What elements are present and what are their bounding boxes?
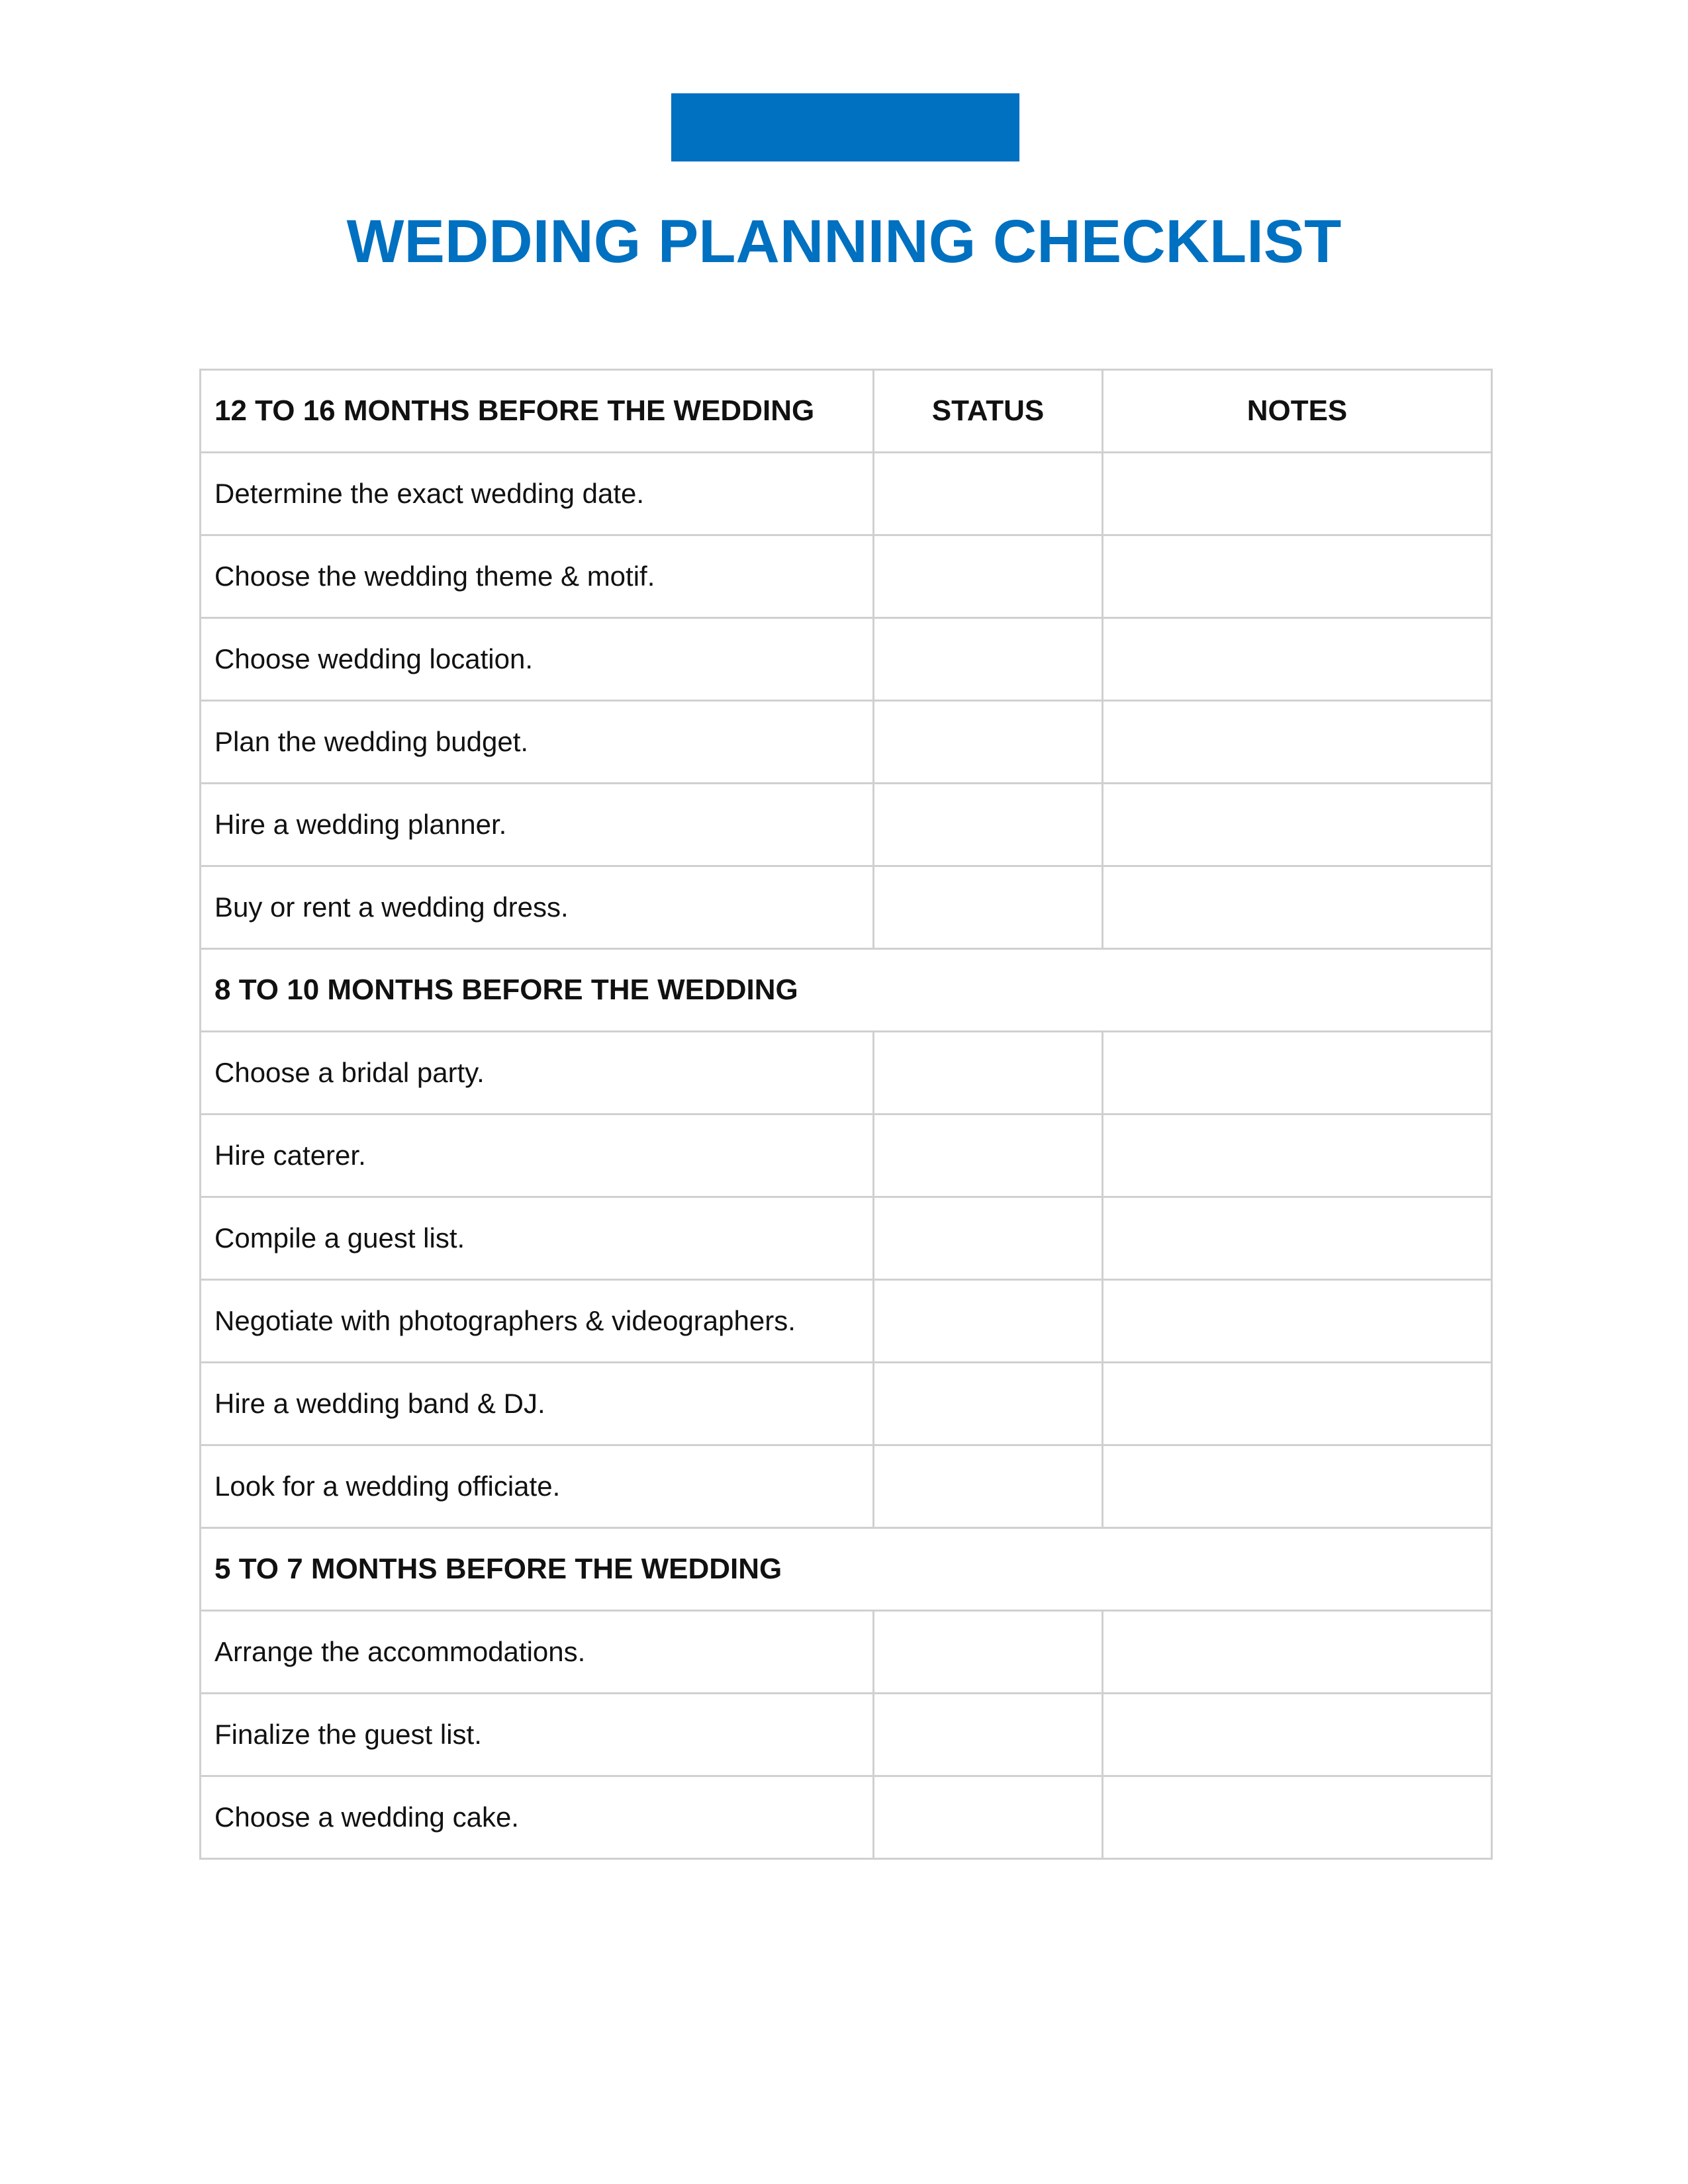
status-cell[interactable]: [874, 618, 1103, 701]
task-label: Arrange the accommodations.: [201, 1611, 874, 1694]
task-row: [201, 1611, 1492, 1694]
task-label: Compile a guest list.: [201, 1197, 874, 1280]
notes-cell[interactable]: [1103, 1363, 1492, 1445]
status-cell[interactable]: [874, 784, 1103, 866]
task-row: [201, 1776, 1492, 1859]
status-cell[interactable]: [874, 453, 1103, 535]
notes-cell[interactable]: [1103, 784, 1492, 866]
task-row: [201, 866, 1492, 949]
task-label: Choose the wedding theme & motif.: [201, 535, 874, 618]
checklist-table: [199, 369, 1493, 1860]
task-label: Determine the exact wedding date.: [201, 453, 874, 535]
task-row: [201, 1363, 1492, 1445]
status-cell[interactable]: [874, 1032, 1103, 1115]
section-heading: 5 TO 7 MONTHS BEFORE THE WEDDING: [201, 1528, 1492, 1611]
status-cell[interactable]: [874, 535, 1103, 618]
section-header-row: [201, 949, 1492, 1032]
notes-column-header: NOTES: [1103, 370, 1492, 453]
notes-cell[interactable]: [1103, 866, 1492, 949]
task-label: Finalize the guest list.: [201, 1694, 874, 1776]
document-title: WEDDING PLANNING CHECKLIST: [346, 208, 1342, 275]
notes-cell[interactable]: [1103, 535, 1492, 618]
status-cell[interactable]: [874, 1115, 1103, 1197]
notes-cell[interactable]: [1103, 1197, 1492, 1280]
task-label: Choose a bridal party.: [201, 1032, 874, 1115]
task-row: [201, 453, 1492, 535]
status-cell[interactable]: [874, 1776, 1103, 1859]
task-row: [201, 1445, 1492, 1528]
task-row: [201, 1280, 1492, 1363]
task-row: [201, 784, 1492, 866]
notes-cell[interactable]: [1103, 1776, 1492, 1859]
notes-cell[interactable]: [1103, 453, 1492, 535]
checklist-body: [201, 370, 1492, 1859]
task-label: Plan the wedding budget.: [201, 701, 874, 784]
notes-cell[interactable]: [1103, 1280, 1492, 1363]
task-row: [201, 1032, 1492, 1115]
brand-logo-bar: [671, 93, 1019, 161]
task-label: Hire a wedding planner.: [201, 784, 874, 866]
notes-cell[interactable]: [1103, 1611, 1492, 1694]
task-label: Look for a wedding officiate.: [201, 1445, 874, 1528]
task-row: [201, 1694, 1492, 1776]
status-cell[interactable]: [874, 1611, 1103, 1694]
status-cell[interactable]: [874, 1363, 1103, 1445]
status-column-header: STATUS: [874, 370, 1103, 453]
task-label: Choose a wedding cake.: [201, 1776, 874, 1859]
task-row: [201, 701, 1492, 784]
task-row: [201, 535, 1492, 618]
status-cell[interactable]: [874, 1445, 1103, 1528]
section-heading: 12 TO 16 MONTHS BEFORE THE WEDDING: [201, 370, 874, 453]
section-heading: 8 TO 10 MONTHS BEFORE THE WEDDING: [201, 949, 1492, 1032]
task-label: Hire a wedding band & DJ.: [201, 1363, 874, 1445]
task-label: Negotiate with photographers & videographers.: [201, 1280, 874, 1363]
notes-cell[interactable]: [1103, 618, 1492, 701]
status-cell[interactable]: [874, 1197, 1103, 1280]
notes-cell[interactable]: [1103, 1032, 1492, 1115]
notes-cell[interactable]: [1103, 1445, 1492, 1528]
notes-cell[interactable]: [1103, 1115, 1492, 1197]
task-row: [201, 1197, 1492, 1280]
notes-cell[interactable]: [1103, 701, 1492, 784]
task-label: Buy or rent a wedding dress.: [201, 866, 874, 949]
status-cell[interactable]: [874, 1280, 1103, 1363]
status-cell[interactable]: [874, 866, 1103, 949]
task-row: [201, 618, 1492, 701]
status-cell[interactable]: [874, 701, 1103, 784]
task-row: [201, 1115, 1492, 1197]
section-header-row: [201, 1528, 1492, 1611]
status-cell[interactable]: [874, 1694, 1103, 1776]
task-label: Choose wedding location.: [201, 618, 874, 701]
section-header-row: [201, 370, 1492, 453]
notes-cell[interactable]: [1103, 1694, 1492, 1776]
task-label: Hire caterer.: [201, 1115, 874, 1197]
